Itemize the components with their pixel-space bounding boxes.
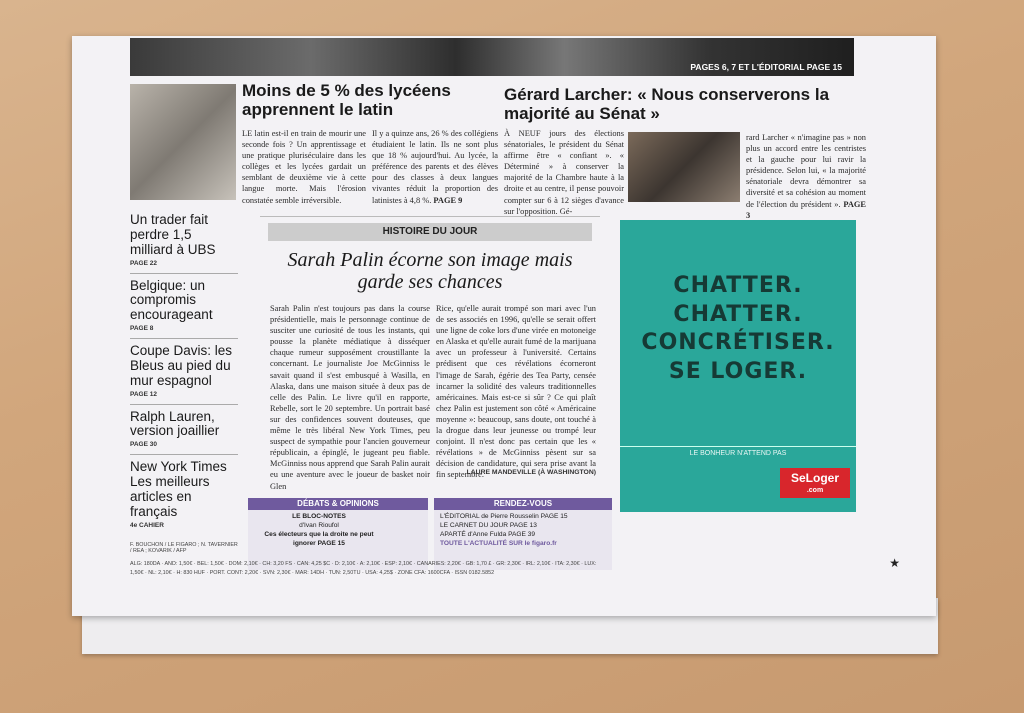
story-col-1: Sarah Palin n'est toujours pas dans la course présidentielle, mais le personnage continue de susciter une curiosité de tous les instants, qui pousse la planète médiatique à disséquer chaque rumeur supposément croustillante la concernant. Le journaliste Joe McGinniss le savait quand il s'est embusqué à Wasilla, en Alaska, dans une maison située à deux pas de celle des Palin. Le livre qu'il en rapporte, Rebelle, sort le 20 septembre. Un portrait basé sur des confidences souvent douteuses, que même le très libéral New York Times, peu suspect de sympathie pour l'ancien gouverneur républicain, a épinglé, le jugeant peu fiable. McGinniss nous apprend que Sarah Palin aurait eu une aventure avec le joueur de basket noir Glen: [270, 304, 430, 491]
latin-col-1: LE latin est-il en train de mourir une seconde fois ? Un apprentissage et une pratique pluriséculaire dans les collèges et les lycées gardait un semblant de deuxième vie à cette langue morte. Mais l'érosion constatée semble irréversible.: [242, 129, 366, 205]
larcher-col-2: [746, 132, 866, 221]
brief-title: Belgique: un compromis encourageant: [130, 277, 213, 323]
rendezvous-body: [434, 510, 612, 549]
brief-title: Un trader fait perdre 1,5 milliard à UBS: [130, 212, 216, 257]
larcher-page-ref: PAGE 3: [746, 199, 866, 220]
price-strip: ALG: 180DA · AND: 1,50€ · BEL: 1,50€ · DOM: 2,10€ · CH: 3,20 FS · CAN: 4,25 $C · D: 2,10€ · A: 2,10€ · ESP: 2,10€ · CANARIES: 2,20€ · GB: 1,70 £ · GR: 2,30€ · IRL: 2,10€ · ITA: 2,30€ · LUX: 1,50€ · NL: 2,10€ · H: 830 HUF · PORT. CONT: 2,20€ · SVN: 2,30€ · MAR: 14DH · TUN: 2,50TU · USA: 4,25$ · ZONE CFA: 1600CFA · ISSN 0182.5852: [130, 561, 597, 576]
brief-page: PAGE 8: [130, 325, 154, 333]
latin-page-ref: PAGE 9: [433, 195, 463, 205]
top-photo-band: [130, 38, 854, 76]
rendezvous-line: TOUTE L'ACTUALITÉ SUR le figaro.fr: [440, 539, 557, 547]
latin-headline: Moins de 5 % des lycéens apprennent le latin: [242, 81, 451, 119]
rendezvous-line: LE CARNET DU JOUR PAGE 13: [440, 521, 537, 529]
brief-page: PAGE 12: [130, 390, 157, 398]
histoire-du-jour: [260, 216, 600, 491]
brief-page: PAGE 22: [130, 259, 157, 267]
seloger-ad: [620, 220, 856, 512]
brief-item: [130, 455, 238, 534]
ad-line: SE LOGER.: [668, 358, 808, 384]
brief-page: PAGE 30: [130, 441, 157, 449]
story-banner: HISTOIRE DU JOUR: [268, 223, 592, 241]
brief-item: [130, 208, 238, 274]
debats-line: LE BLOC-NOTES: [292, 513, 346, 520]
ad-line: CHATTER.: [673, 301, 803, 327]
brief-title: Coupe Davis: les Bleus au pied du mur espagnol: [130, 343, 233, 388]
brief-item: [130, 339, 238, 405]
ad-tagline: LE BONHEUR N'ATTEND PAS: [620, 446, 856, 457]
brief-item: [130, 274, 238, 340]
brief-title: Ralph Lauren, version joaillier: [130, 408, 220, 439]
debats-head: DÉBATS & OPINIONS: [297, 499, 379, 508]
logo-sub: .com: [806, 487, 824, 494]
latin-col-2-text: Il y a quinze ans, 26 % des collégiens étudiaient le latin. Ils ne sont plus que 18 % aujourd'hui. Au lycée, la préférence des parents et des élèves pour des classes à deux langues vivantes réduit la proportion des latinistes à 4,8 %.: [372, 129, 498, 205]
latin-photo: [130, 84, 236, 200]
logo-text: SeLoger: [790, 471, 839, 485]
larcher-headline: Gérard Larcher: « Nous conserverons la majorité au Sénat »: [504, 85, 830, 123]
debats-line: Ces électeurs que la droite ne peut ignorer PAGE 15: [264, 530, 374, 547]
larcher-col-2-text: rard Larcher « n'imagine pas » non plus un accord entre les centristes et la gauche pour lui ravir la présidence. Selon lui, « la majorité sénatoriale devra démontrer sa diversité et sa cohésion au moment de l'élection du président ».: [746, 133, 866, 209]
ad-line: CHATTER.: [673, 273, 803, 298]
larcher-photo: [628, 132, 740, 202]
story-col-2: Rice, qu'elle aurait trompé son mari avec l'un de ses associés en 1996, qu'elle se serait offert une ligne de coke lors d'une virée en motoneige en Alaska et qu'elle aurait fumé de la marijuana avec un professeur à l'université. Certains prédisent que ces révélations écorneront l'image de Sarah, égérie des Tea Party, censée incarner la solidité des valeurs traditionnelles américaines. Mais est-ce si sûr ? Ce qui plaît chez Palin est justement son côté « Américaine moyenne »: beaucoup, sans doute, ont touché à la drogue dans leur jeunesse ou trompé leur conjoint. Il n'est donc pas certain que les « révélations » de McGinniss pèsent sur sa décision de candidature, qui sera prise avant la fin septembre.: [436, 304, 596, 480]
topband-caption: PAGES 6, 7 ET L'ÉDITORIAL PAGE 15: [690, 62, 842, 72]
larcher-col-1: À NEUF jours des élections sénatoriales, le président du Sénat affirme être « confiant ». « Déterminé » à conserver la majorité de la Chambre haute à la droite et au centre, il pense pouvoir compter sur 6 à 12 sièges d'avance sur l'opposition. Gé-: [504, 129, 624, 216]
photo-credits: F. BOUCHON / LE FIGARO ; N. TAVERNIER / REA ; KOVARIK / AFP: [130, 542, 238, 554]
ad-slogan: [620, 272, 856, 386]
debats-body: [248, 510, 428, 549]
star-mark: ★: [889, 556, 900, 570]
story-title: Sarah Palin écorne son image mais garde ses chances: [287, 249, 573, 293]
newspaper-page: [72, 36, 936, 616]
sidebar-briefs: [130, 208, 238, 535]
rendezvous-line: APARTÉ d'Anne Fulda PAGE 39: [440, 530, 536, 538]
debats-line: d'Ivan Rioufol: [299, 521, 339, 529]
latin-col-2: [372, 128, 498, 206]
brief-item: [130, 405, 238, 456]
ad-line: CONCRÉTISER.: [641, 330, 835, 356]
rendezvous-line: L'ÉDITORIAL de Pierre Rousselin PAGE 15: [440, 513, 568, 520]
seloger-logo: [780, 468, 850, 498]
brief-page: 4e CAHIER: [130, 521, 164, 529]
brief-title: New York Times Les meilleurs articles en français: [130, 459, 227, 519]
story-byline: LAURE MANDEVILLE (À WASHINGTON): [466, 469, 596, 476]
rendezvous-head: RENDEZ-VOUS: [493, 499, 553, 508]
